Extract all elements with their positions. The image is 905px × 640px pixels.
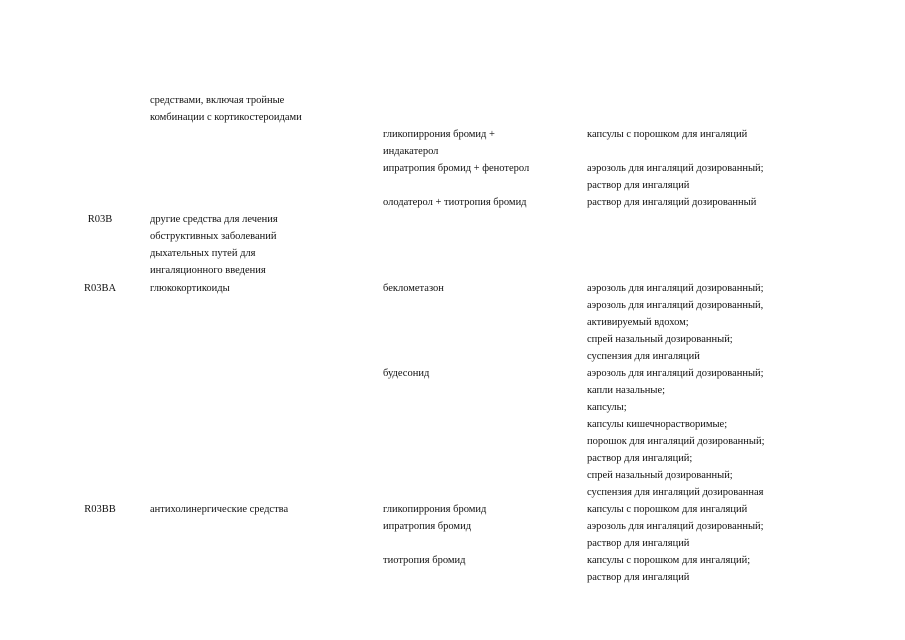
text-line: аэрозоль для ингаляций дозированный;	[587, 521, 764, 532]
drug-name-olodaterol-tiotropium	[383, 194, 527, 211]
text-line: обструктивных заболеваний	[150, 231, 277, 242]
text-line: раствор для ингаляций дозированный	[587, 197, 757, 208]
text-line: беклометазон	[383, 283, 444, 294]
group-description-continuation	[150, 92, 302, 126]
drug-name-ipratropium	[383, 518, 471, 535]
text-line: глюкокортикоиды	[150, 283, 230, 294]
drug-name-ipratropium-fenoterol	[383, 160, 529, 177]
text-line: аэрозоль для ингаляций дозированный,	[587, 300, 764, 311]
text-line: спрей назальный дозированный;	[587, 334, 733, 345]
drug-name-tiotropium	[383, 552, 465, 569]
text-line: олодатерол + тиотропия бромид	[383, 197, 527, 208]
text-line: капсулы кишечнорастворимые;	[587, 419, 728, 430]
text-line: активируемый вдохом;	[587, 317, 689, 328]
drug-name-budesonide	[383, 365, 429, 382]
text-line: индакатерол	[383, 146, 439, 157]
text-line: ингаляционного введения	[150, 265, 266, 276]
text-line: дыхательных путей для	[150, 248, 256, 259]
text-line: капсулы;	[587, 402, 627, 413]
text-line: будесонид	[383, 368, 430, 379]
text-line: аэрозоль для ингаляций дозированный;	[587, 368, 764, 379]
dosage-form	[587, 280, 764, 365]
text-line: раствор для ингаляций	[587, 180, 690, 191]
text-line: раствор для ингаляций	[587, 572, 690, 583]
dosage-form	[587, 501, 747, 518]
text-line: порошок для ингаляций дозированный;	[587, 436, 765, 447]
drug-name-glycopyrronium-indacaterol	[383, 126, 495, 160]
group-description-r03ba	[150, 280, 230, 297]
dosage-form	[587, 126, 747, 143]
atc-code-r03ba	[70, 280, 130, 297]
dosage-form	[587, 160, 764, 194]
atc-code-r03bb	[70, 501, 130, 518]
text-line: капсулы с порошком для ингаляций	[587, 504, 748, 515]
text-line: R03B	[87, 214, 113, 225]
text-line: средствами, включая тройные	[150, 95, 285, 106]
text-line: аэрозоль для ингаляций дозированный;	[587, 283, 764, 294]
text-line: аэрозоль для ингаляций дозированный;	[587, 163, 764, 174]
dosage-form	[587, 552, 750, 586]
text-line: капсулы с порошком для ингаляций;	[587, 555, 751, 566]
text-line: суспензия для ингаляций	[587, 351, 700, 362]
text-line: раствор для ингаляций	[587, 538, 690, 549]
text-line: раствор для ингаляций;	[587, 453, 693, 464]
text-line: антихолинергические средства	[150, 504, 289, 515]
dosage-form	[587, 365, 765, 501]
text-line: ипратропия бромид + фенотерол	[383, 163, 530, 174]
group-description-r03bb	[150, 501, 288, 518]
dosage-form	[587, 194, 756, 211]
text-line: гликопиррония бромид	[383, 504, 487, 515]
text-line: гликопиррония бромид +	[383, 129, 495, 140]
text-line: другие средства для лечения	[150, 214, 278, 225]
text-line: R03BA	[83, 283, 117, 294]
dosage-form	[587, 518, 764, 552]
group-description-r03b	[150, 211, 278, 279]
atc-code-r03b	[70, 211, 130, 228]
text-line: R03BB	[84, 504, 116, 515]
text-line: тиотропия бромид	[383, 555, 466, 566]
text-line: ипратропия бромид	[383, 521, 472, 532]
text-line: капсулы с порошком для ингаляций	[587, 129, 748, 140]
drug-name-beclometasone	[383, 280, 444, 297]
text-line: капли назальные;	[587, 385, 666, 396]
drug-name-glycopyrronium	[383, 501, 486, 518]
text-line: суспензия для ингаляций дозированная	[587, 487, 764, 498]
text-line: комбинации с кортикостероидами	[150, 112, 302, 123]
text-line: спрей назальный дозированный;	[587, 470, 733, 481]
